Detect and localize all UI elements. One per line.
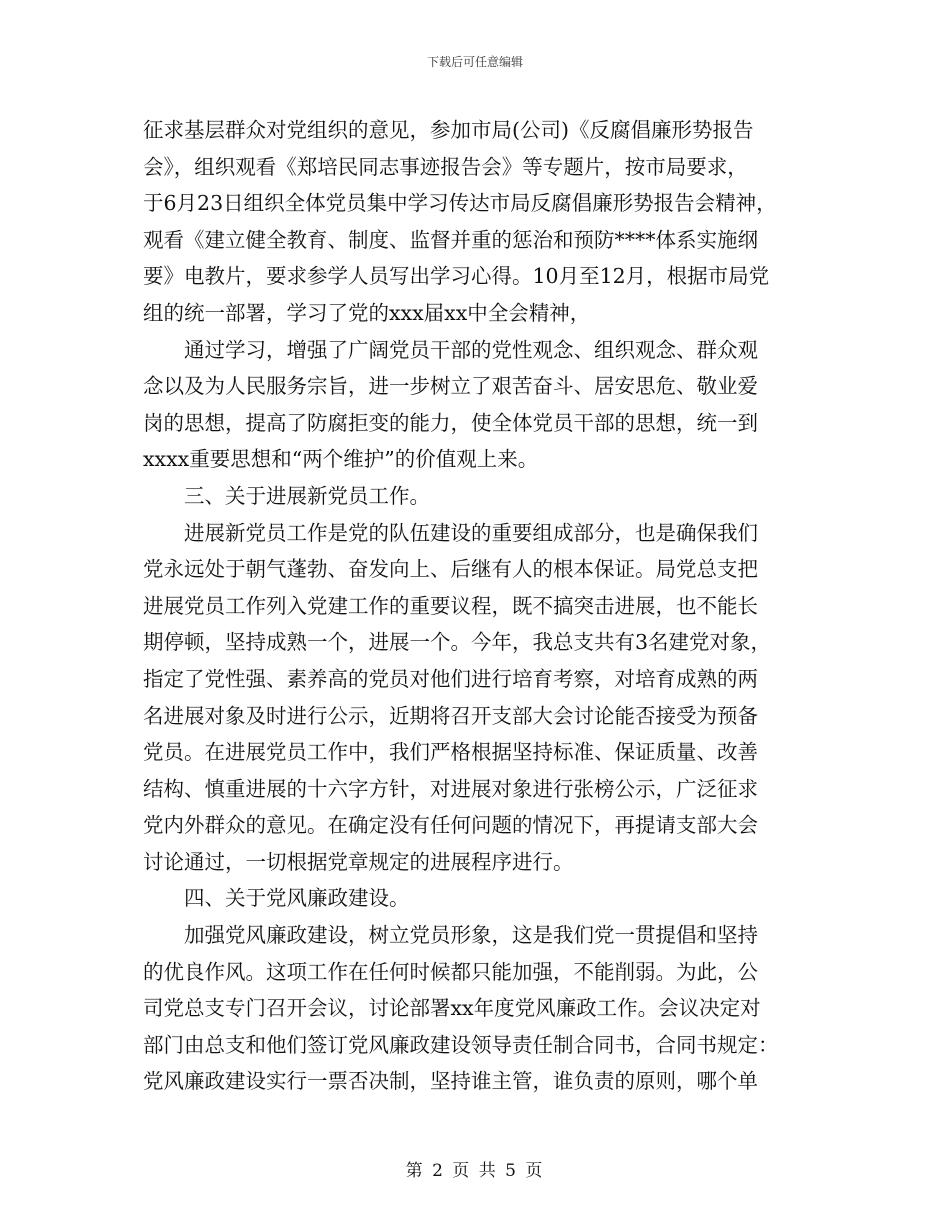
text-line: 指定了党性强、素养高的党员对他们进行培育考察，对培育成熟的两 (143, 666, 758, 691)
page-footer: 第 2 页 共 5 页 (405, 1161, 545, 1181)
text-line: 念以及为人民服务宗旨，进一步树立了艰苦奋斗、居安思危、敬业爱 (143, 374, 758, 399)
text-line: 进展党员工作列入党建工作的重要议程，既不搞突击进展，也不能长 (143, 593, 758, 618)
text-line: 岗的思想，提高了防腐拒变的能力，使全体党员干部的思想，统一到 (143, 410, 758, 435)
paragraph-start-line: 通过学习，增强了广阔党员干部的党性观念、组织观念、群众观 (184, 337, 758, 362)
text-line: 讨论通过，一切根据党章规定的进展程序进行。 (143, 849, 574, 874)
text-line: 名进展对象及时进行公示，近期将召开支部大会讨论能否接受为预备 (143, 703, 758, 728)
section-heading: 三、关于进展新党员工作。 (184, 483, 430, 508)
text-line: 部门由总支和他们签订党风廉政建设领导责任制合同书，合同书规定： (143, 1032, 779, 1057)
text-line: 党员。在进展党员工作中，我们严格根据坚持标准、保证质量、改善 (143, 740, 758, 765)
text-line: 要》电教片，要求参学人员写出学习心得。10月至12月，根据市局党 (143, 264, 770, 289)
text-line: 组的统一部署，学习了党的xxx届xx中全会精神， (143, 300, 591, 325)
paragraph-start-line: 加强党风廉政建设，树立党员形象，这是我们党一贯提倡和坚持 (184, 923, 758, 948)
text-line: 征求基层群众对党组织的意见，参加市局(公司)《反腐倡廉形势报告 (143, 118, 754, 142)
page-header: 下载后可任意编辑 (426, 55, 523, 69)
text-line: 期停顿，坚持成熟一个，进展一个。今年，我总支共有3名建党对象， (143, 630, 772, 655)
text-line: 党永远处于朝气蓬勃、奋发向上、后继有人的根本保证。局党总支把 (143, 557, 758, 582)
text-line: 会》，组织观看《郑培民同志事迹报告会》等专题片，按市局要求， (143, 154, 748, 179)
body-text (143, 112, 813, 1100)
text-line: 司党总支专门召开会议，讨论部署xx年度党风廉政工作。会议决定对 (143, 996, 761, 1021)
text-line: 党内外群众的意见。在确定没有任何问题的情况下，再提请支部大会 (143, 813, 758, 838)
text-line: xxxx重要思想和“两个维护”的价值观上来。 (143, 447, 539, 472)
paragraph-start-line: 进展新党员工作是党的队伍建设的重要组成部分，也是确保我们 (184, 520, 758, 545)
text-line: 于6月23日组织全体党员集中学习传达市局反腐倡廉形势报告会精神， (143, 191, 777, 216)
section-heading: 四、关于党风廉政建设。 (184, 886, 410, 911)
text-line: 观看《建立健全教育、制度、监督并重的惩治和预防****体系实施纲 (143, 227, 758, 252)
text-line: 结构、慎重进展的十六字方针，对进展对象进行张榜公示，广泛征求 (143, 776, 758, 801)
text-line: 党风廉政建设实行一票否决制，坚持谁主管，谁负责的原则，哪个单 (143, 1069, 758, 1094)
text-line: 的优良作风。这项工作在任何时候都只能加强，不能削弱。为此，公 (143, 959, 758, 984)
